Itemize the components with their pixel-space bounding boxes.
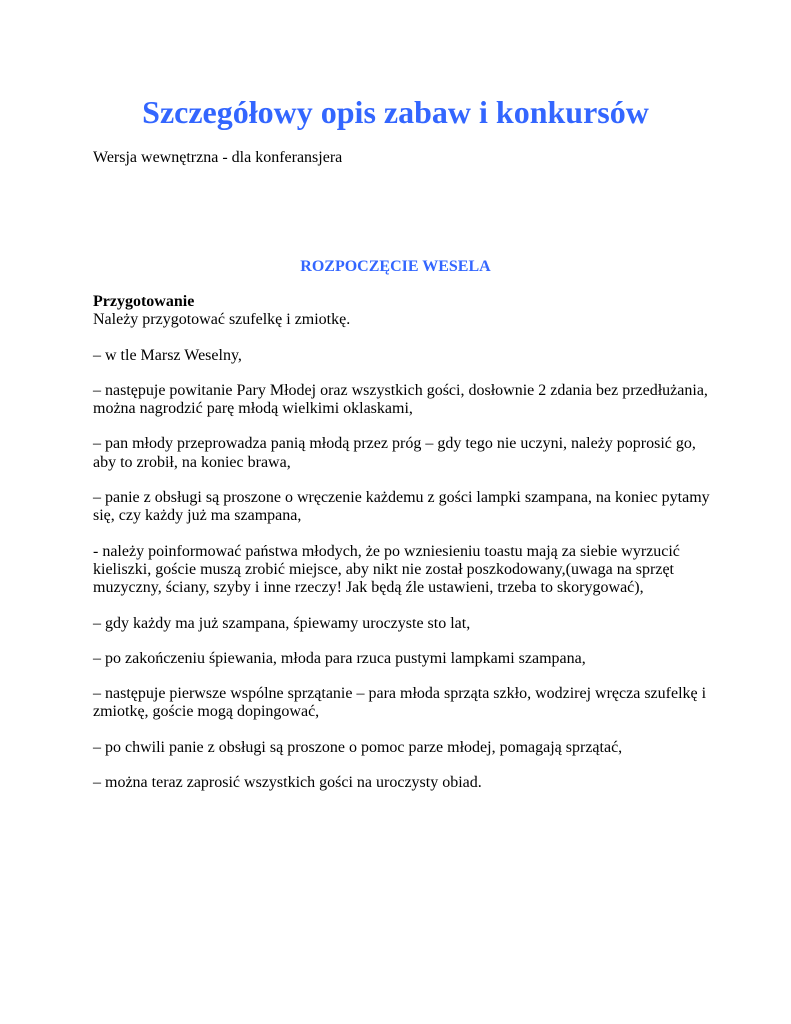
section-heading: ROZPOCZĘCIE WESELA: [300, 258, 491, 275]
document-subtitle: Wersja wewnętrzna - dla konferansjera: [93, 149, 343, 166]
paragraph: – gdy każdy ma już szampana, śpiewamy uroczyste sto lat,: [93, 614, 471, 632]
paragraph: – następuje powitanie Pary Młodej oraz wszystkich gości, dosłownie 2 zdania bez przedłużania, można nagrodzić parę młodą wielkimi oklaskami,: [93, 381, 708, 418]
preparation-label: Przygotowanie: [93, 293, 195, 310]
paragraph: – panie z obsługi są proszone o wręczenie każdemu z gości lampki szampana, na koniec pytamy się, czy każdy już ma szampana,: [93, 489, 710, 525]
paragraph: - należy poinformować państwa młodych, że po wzniesieniu toastu mają za siebie wyrzucić kieliszki, goście muszą zrobić miejsce, aby nikt nie został poszkodowany,(uwaga na sprzęt muzyczny, ściany, szyby i inne rzeczy! Jak będą źle ustawieni, trzeba to skorygować),: [93, 542, 680, 597]
paragraph: – można teraz zaprosić wszystkich gości na uroczysty obiad.: [93, 774, 482, 792]
paragraph: – po chwili panie z obsługi są proszone o pomoc parze młodej, pomagają sprzątać,: [93, 738, 623, 756]
paragraph: – następuje pierwsze wspólne sprzątanie – para młoda sprząta szkło, wodzirej wręcza szufelkę i zmiotkę, goście mogą dopingować,: [93, 685, 707, 721]
paragraph: – po zakończeniu śpiewania, młoda para rzuca pustymi lampkami szampana,: [93, 649, 586, 667]
paragraph: – w tle Marsz Weselny,: [93, 346, 242, 364]
document-title: Szczegółowy opis zabaw i konkursów: [142, 94, 649, 130]
document-body: [93, 293, 713, 809]
paragraph: – pan młody przeprowadza panią młodą przez próg – gdy tego nie uczyni, należy poprosić go, aby to zrobił, na koniec brawa,: [93, 435, 696, 471]
preparation-text: Należy przygotować szufelkę i zmiotkę.: [93, 311, 351, 329]
paragraph-list: [93, 347, 713, 793]
